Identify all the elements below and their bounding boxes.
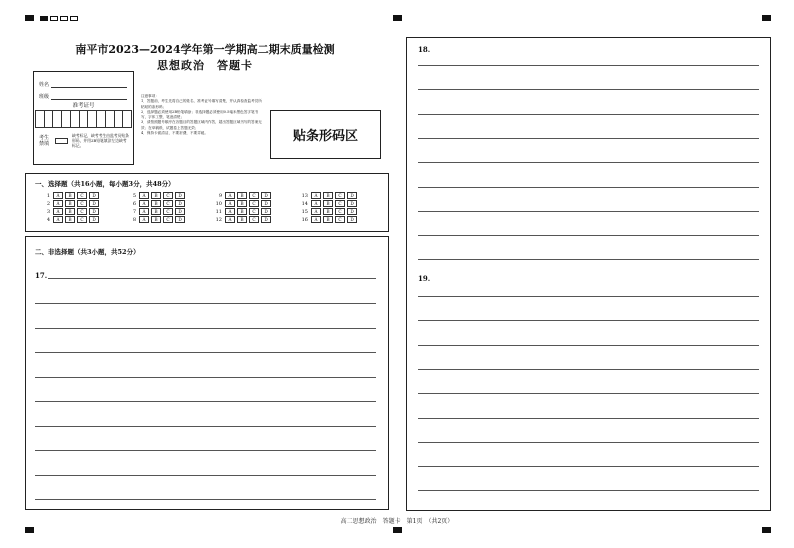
exam-number-label: 准考证号 <box>72 103 95 109</box>
mc-question-number: 4 <box>46 216 50 223</box>
multiple-choice-title: 一、选择题（共16小题，每小题3分，共48分） <box>35 180 175 188</box>
mc-question-row <box>298 200 359 207</box>
answer-line[interactable] <box>35 450 376 451</box>
page-indicator-marks <box>40 16 80 21</box>
answer-line[interactable] <box>418 442 759 443</box>
mc-option-bubble[interactable]: A <box>139 192 149 199</box>
mc-option-bubble[interactable]: A <box>225 216 235 223</box>
answer-line[interactable] <box>35 475 376 476</box>
answer-line[interactable] <box>418 211 759 212</box>
exam-number-grid[interactable] <box>35 110 132 126</box>
mc-question-number: 1 <box>46 192 50 199</box>
mc-option-bubble[interactable]: C <box>335 216 345 223</box>
mc-option-bubble[interactable]: D <box>347 192 357 199</box>
answer-sheet-subtitle: 思想政治 答题卡 <box>157 59 253 72</box>
absent-mark-bubble[interactable] <box>55 138 68 144</box>
mc-option-bubble[interactable]: C <box>249 192 259 199</box>
mc-option-bubble[interactable]: A <box>311 192 321 199</box>
name-label: 姓名 <box>39 82 50 88</box>
mc-option-bubble[interactable]: A <box>139 216 149 223</box>
barcode-area: 贴条形码区 <box>270 110 381 159</box>
mc-option-bubble[interactable]: D <box>89 216 99 223</box>
answer-line[interactable] <box>35 377 376 378</box>
mc-option-bubble[interactable]: C <box>335 192 345 199</box>
mc-option-bubble[interactable]: A <box>311 200 321 207</box>
answer-line[interactable] <box>418 65 759 66</box>
mc-question-row <box>212 192 273 199</box>
mc-option-bubble[interactable]: C <box>163 200 173 207</box>
mc-question-number: 5 <box>132 192 136 199</box>
answer-line[interactable] <box>35 352 376 353</box>
mc-option-bubble[interactable]: D <box>261 216 271 223</box>
mc-option-bubble[interactable]: A <box>53 216 63 223</box>
mc-option-bubble[interactable]: B <box>151 216 161 223</box>
answer-panel-right <box>406 37 771 511</box>
mc-question-row <box>126 192 187 199</box>
mc-option-bubble[interactable]: B <box>151 208 161 215</box>
mc-option-bubble[interactable]: C <box>163 192 173 199</box>
answer-line[interactable] <box>35 401 376 402</box>
mc-question-row <box>298 216 359 223</box>
mc-question-row <box>126 216 187 223</box>
mc-question-row <box>40 200 101 207</box>
mc-option-bubble[interactable]: B <box>65 192 75 199</box>
mc-option-bubble[interactable]: D <box>261 200 271 207</box>
mc-question-row <box>40 208 101 215</box>
answer-line[interactable] <box>418 235 759 236</box>
page-footer: 高二思想政治 答题卡 第1页 （共2页） <box>340 518 454 525</box>
mc-question-row <box>212 208 273 215</box>
mc-option-bubble[interactable]: D <box>347 200 357 207</box>
mc-option-bubble[interactable]: D <box>347 216 357 223</box>
mc-option-bubble[interactable]: C <box>77 216 87 223</box>
mc-question-row <box>298 192 359 199</box>
answer-line[interactable] <box>418 418 759 419</box>
mc-option-bubble[interactable]: D <box>89 200 99 207</box>
mc-option-bubble[interactable]: C <box>163 208 173 215</box>
name-field[interactable] <box>51 87 127 88</box>
mc-option-bubble[interactable]: A <box>53 200 63 207</box>
mc-option-bubble[interactable]: A <box>225 200 235 207</box>
mc-question-number: 6 <box>132 200 136 207</box>
mc-question-number: 8 <box>132 216 136 223</box>
mc-option-bubble[interactable]: B <box>237 208 247 215</box>
mc-option-bubble[interactable]: D <box>347 208 357 215</box>
answer-line[interactable] <box>418 187 759 188</box>
mc-option-bubble[interactable]: B <box>237 200 247 207</box>
mc-option-bubble[interactable]: B <box>65 208 75 215</box>
mc-option-bubble[interactable]: B <box>65 216 75 223</box>
mc-option-bubble[interactable]: A <box>225 208 235 215</box>
mc-option-bubble[interactable]: B <box>323 216 333 223</box>
question-18-number: 18. <box>418 45 431 54</box>
mc-option-bubble[interactable]: D <box>175 216 185 223</box>
mc-question-number: 10 <box>215 200 222 207</box>
mc-question-row <box>126 200 187 207</box>
mc-option-bubble[interactable]: A <box>225 192 235 199</box>
mc-option-bubble[interactable]: B <box>323 208 333 215</box>
mc-question-row <box>212 200 273 207</box>
registration-mark-top-middle <box>393 15 402 21</box>
mc-option-bubble[interactable]: D <box>89 192 99 199</box>
registration-mark-bottom-middle <box>393 527 402 533</box>
mc-question-row <box>298 208 359 215</box>
answer-line[interactable] <box>418 296 759 297</box>
answer-line[interactable] <box>35 303 376 304</box>
mc-question-number: 3 <box>46 208 50 215</box>
mc-option-bubble[interactable]: B <box>323 200 333 207</box>
answer-line[interactable] <box>418 369 759 370</box>
mc-question-row <box>126 208 187 215</box>
mc-option-bubble[interactable]: C <box>249 216 259 223</box>
mc-question-row <box>40 216 101 223</box>
mc-option-bubble[interactable]: A <box>139 200 149 207</box>
mc-option-bubble[interactable]: A <box>53 192 63 199</box>
mc-option-bubble[interactable]: D <box>261 208 271 215</box>
mc-option-bubble[interactable]: A <box>53 208 63 215</box>
mc-option-bubble[interactable]: C <box>249 200 259 207</box>
answer-line[interactable] <box>418 393 759 394</box>
mc-question-number: 13 <box>301 192 308 199</box>
mc-option-bubble[interactable]: C <box>77 200 87 207</box>
instructions-heading: 注意事项： <box>141 94 159 98</box>
mc-option-bubble[interactable]: B <box>65 200 75 207</box>
mc-question-row <box>212 216 273 223</box>
instruction-item: 4．保持卡面清洁，不要折叠，不要弄破。 <box>141 131 208 136</box>
answer-line[interactable] <box>418 162 759 163</box>
mc-option-bubble[interactable]: C <box>335 208 345 215</box>
mc-question-row <box>40 192 101 199</box>
answer-line[interactable] <box>418 466 759 467</box>
mc-option-bubble[interactable]: C <box>77 192 87 199</box>
mc-option-bubble[interactable]: B <box>323 192 333 199</box>
instruction-item: 2．选择题必须使用2B铅笔填涂；非选择题必须使用0.5毫米黑色签字笔书写，字体工整，笔迹清楚； <box>141 109 259 120</box>
answer-line[interactable] <box>418 345 759 346</box>
mc-question-number: 2 <box>46 200 50 207</box>
open-question-title: 二、非选择题（共3小题，共52分） <box>35 248 140 256</box>
answer-line[interactable] <box>418 259 759 260</box>
answer-line[interactable] <box>35 426 376 427</box>
class-label: 班级 <box>39 94 50 100</box>
class-field[interactable] <box>51 99 127 100</box>
registration-mark-bottom-right <box>762 527 771 533</box>
mc-option-bubble[interactable]: D <box>175 192 185 199</box>
answer-line[interactable] <box>418 138 759 139</box>
mc-question-number: 15 <box>301 208 308 215</box>
mc-option-bubble[interactable]: C <box>77 208 87 215</box>
mc-question-number: 12 <box>215 216 222 223</box>
mc-option-bubble[interactable]: A <box>139 208 149 215</box>
question-19-number: 19. <box>418 274 431 283</box>
mc-option-bubble[interactable]: C <box>335 200 345 207</box>
question-17-number: 17. <box>35 271 48 280</box>
multiple-choice-section <box>25 173 389 232</box>
answer-line[interactable] <box>35 499 376 500</box>
mc-option-bubble[interactable]: D <box>175 208 185 215</box>
registration-mark-top-right <box>762 15 771 21</box>
mc-option-bubble[interactable]: D <box>175 200 185 207</box>
mc-option-bubble[interactable]: C <box>249 208 259 215</box>
answer-line[interactable] <box>418 89 759 90</box>
mc-question-number: 14 <box>301 200 308 207</box>
mc-question-number: 16 <box>301 216 308 223</box>
mc-option-bubble[interactable]: B <box>151 192 161 199</box>
instruction-item: 1．答题前，考生先将自己的姓名、准考证号填写清楚，并认真检查监考员所粘贴的条形码； <box>141 99 262 109</box>
answer-line[interactable] <box>418 490 759 491</box>
mc-question-number: 9 <box>218 192 222 199</box>
mc-option-bubble[interactable]: A <box>311 208 321 215</box>
absent-note: 缺考标记，缺考考生由监考员贴条形码，并用2B铅笔填涂左边缺考标记。 <box>72 133 129 148</box>
mc-question-number: 11 <box>215 208 222 215</box>
mc-option-bubble[interactable]: B <box>237 192 247 199</box>
mc-option-bubble[interactable]: B <box>151 200 161 207</box>
mc-option-bubble[interactable]: C <box>163 216 173 223</box>
registration-mark-top-left <box>25 15 34 21</box>
mc-option-bubble[interactable]: D <box>261 192 271 199</box>
absent-label: 考生 禁填 <box>39 135 50 147</box>
answer-line[interactable] <box>48 278 376 279</box>
registration-mark-bottom-left <box>25 527 34 533</box>
answer-line[interactable] <box>418 320 759 321</box>
exam-title: 南平市2023—2024学年第一学期高二期末质量检测 <box>75 43 335 56</box>
instruction-item: 3．请按照题号顺序在各题目的答题区域内作答，超出答题区域书写的答案无效；在草稿纸、试题卷上答题无效； <box>141 120 262 130</box>
answer-line[interactable] <box>35 328 376 329</box>
open-question-section <box>25 236 389 510</box>
mc-question-number: 7 <box>132 208 136 215</box>
mc-option-bubble[interactable]: A <box>311 216 321 223</box>
answer-line[interactable] <box>418 114 759 115</box>
mc-option-bubble[interactable]: B <box>237 216 247 223</box>
student-info-box <box>33 71 134 165</box>
mc-option-bubble[interactable]: D <box>89 208 99 215</box>
instructions <box>141 94 265 136</box>
